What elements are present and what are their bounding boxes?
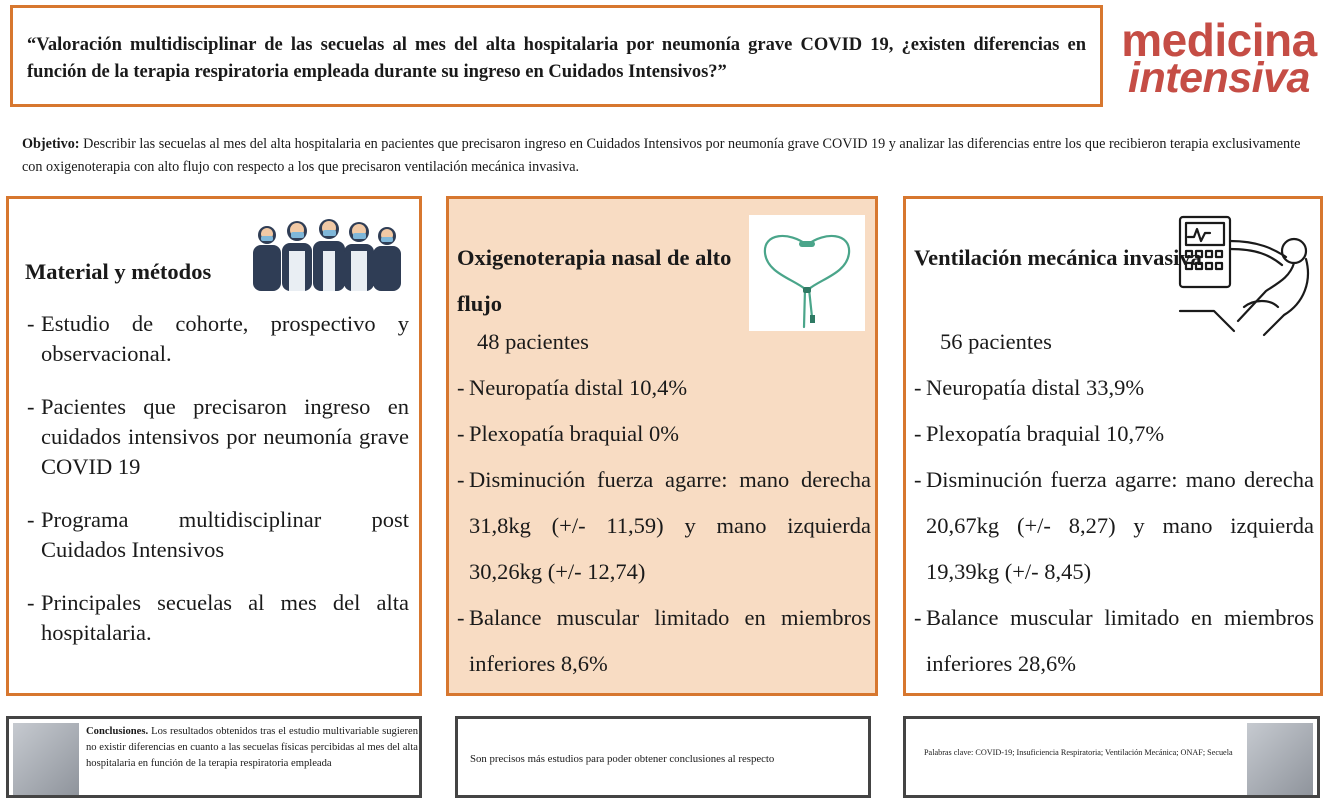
vmi-panel <box>903 196 1323 696</box>
objective-text: Describir las secuelas al mes del alta hospitalaria en pacientes que precisaron ingreso en Cuidados Intensivos por neumonía grave COVID 19 y analizar las diferencias entre los que recibieron terapia exclusivamente con oxigenoterapia con alto flujo con respecto a los que precisaron ventilación mecánica invasiva. <box>22 136 1301 175</box>
keywords-box <box>903 716 1320 798</box>
methods-item: - Pacientes que precisaron ingreso en cuidados intensivos por neumonía grave COVID 19 <box>23 392 409 482</box>
conclusions-box <box>6 716 422 798</box>
poster-title-box <box>10 5 1103 107</box>
logo-line-intensiva: intensiva <box>1128 54 1310 102</box>
keywords-text: Palabras clave: COVID-19; Insuficiencia Respiratoria; Ventilación Mecánica; ONAF; Secuela <box>924 748 1233 757</box>
onaf-result-item: - Plexopatía braquial 0% <box>457 411 871 457</box>
methods-item: - Programa multidisciplinar post Cuidados Intensivos <box>23 505 409 565</box>
conclusions-text <box>86 724 418 772</box>
methods-item: - Principales secuelas al mes del alta hospitalaria. <box>23 588 409 648</box>
methods-title: Material y métodos <box>25 259 212 284</box>
onaf-patient-count: 48 pacientes <box>477 329 589 354</box>
vmi-patient-count: 56 pacientes <box>940 329 1052 354</box>
onaf-result-item: - Disminución fuerza agarre: mano derecha 31,8kg (+/- 11,59) y mano izquierda 30,26kg (+/- 12,74) <box>457 457 871 595</box>
vmi-result-item: - Neuropatía distal 33,9% <box>914 365 1314 411</box>
decorative-square <box>13 723 79 795</box>
methods-item: - Estudio de cohorte, prospectivo y observacional. <box>23 309 409 369</box>
vmi-results-list <box>914 365 1314 687</box>
vmi-result-item: - Plexopatía braquial 10,7% <box>914 411 1314 457</box>
more-studies-text: Son precisos más estudios para poder obtener conclusiones al respecto <box>470 753 775 765</box>
methods-list <box>23 309 409 671</box>
onaf-result-item: - Neuropatía distal 10,4% <box>457 365 871 411</box>
methods-panel <box>6 196 422 696</box>
onaf-result-item: - Balance muscular limitado en miembros inferiores 8,6% <box>457 595 871 687</box>
medical-staff-icon <box>245 217 407 291</box>
more-studies-box <box>455 716 871 798</box>
poster-title: “Valoración multidisciplinar de las secuelas al mes del alta hospitalaria por neumonía grave COVID 19, ¿existen diferencias en función de la terapia respiratoria empleada durante su ingreso en Cuidados Intensivos?” <box>27 35 1086 82</box>
conclusions-body: Los resultados obtenidos tras el estudio multivariable sugieren no existir diferencias en cuanto a las secuelas físicas percibidas al mes del alta hospitalaria en función de la terapia respiratoria empleada <box>86 726 418 769</box>
conclusions-label: Conclusiones. <box>86 726 149 737</box>
onaf-panel <box>446 196 878 696</box>
onaf-title: Oxigenoterapia nasal de alto flujo <box>457 245 732 316</box>
vmi-result-item: - Balance muscular limitado en miembros inferiores 28,6% <box>914 595 1314 687</box>
objective-paragraph <box>22 133 1317 179</box>
decorative-square <box>1247 723 1313 795</box>
vmi-result-item: - Disminución fuerza agarre: mano derecha 20,67kg (+/- 8,27) y mano izquierda 19,39kg (+/- 8,45) <box>914 457 1314 595</box>
nasal-cannula-icon <box>749 215 865 331</box>
objective-label: Objetivo: <box>22 136 80 152</box>
logo-line-medicina: medicina <box>1121 14 1317 66</box>
journal-logo <box>1108 14 1330 102</box>
onaf-results-list <box>457 365 871 687</box>
vmi-title: Ventilación mecánica invasiva <box>914 245 1202 270</box>
